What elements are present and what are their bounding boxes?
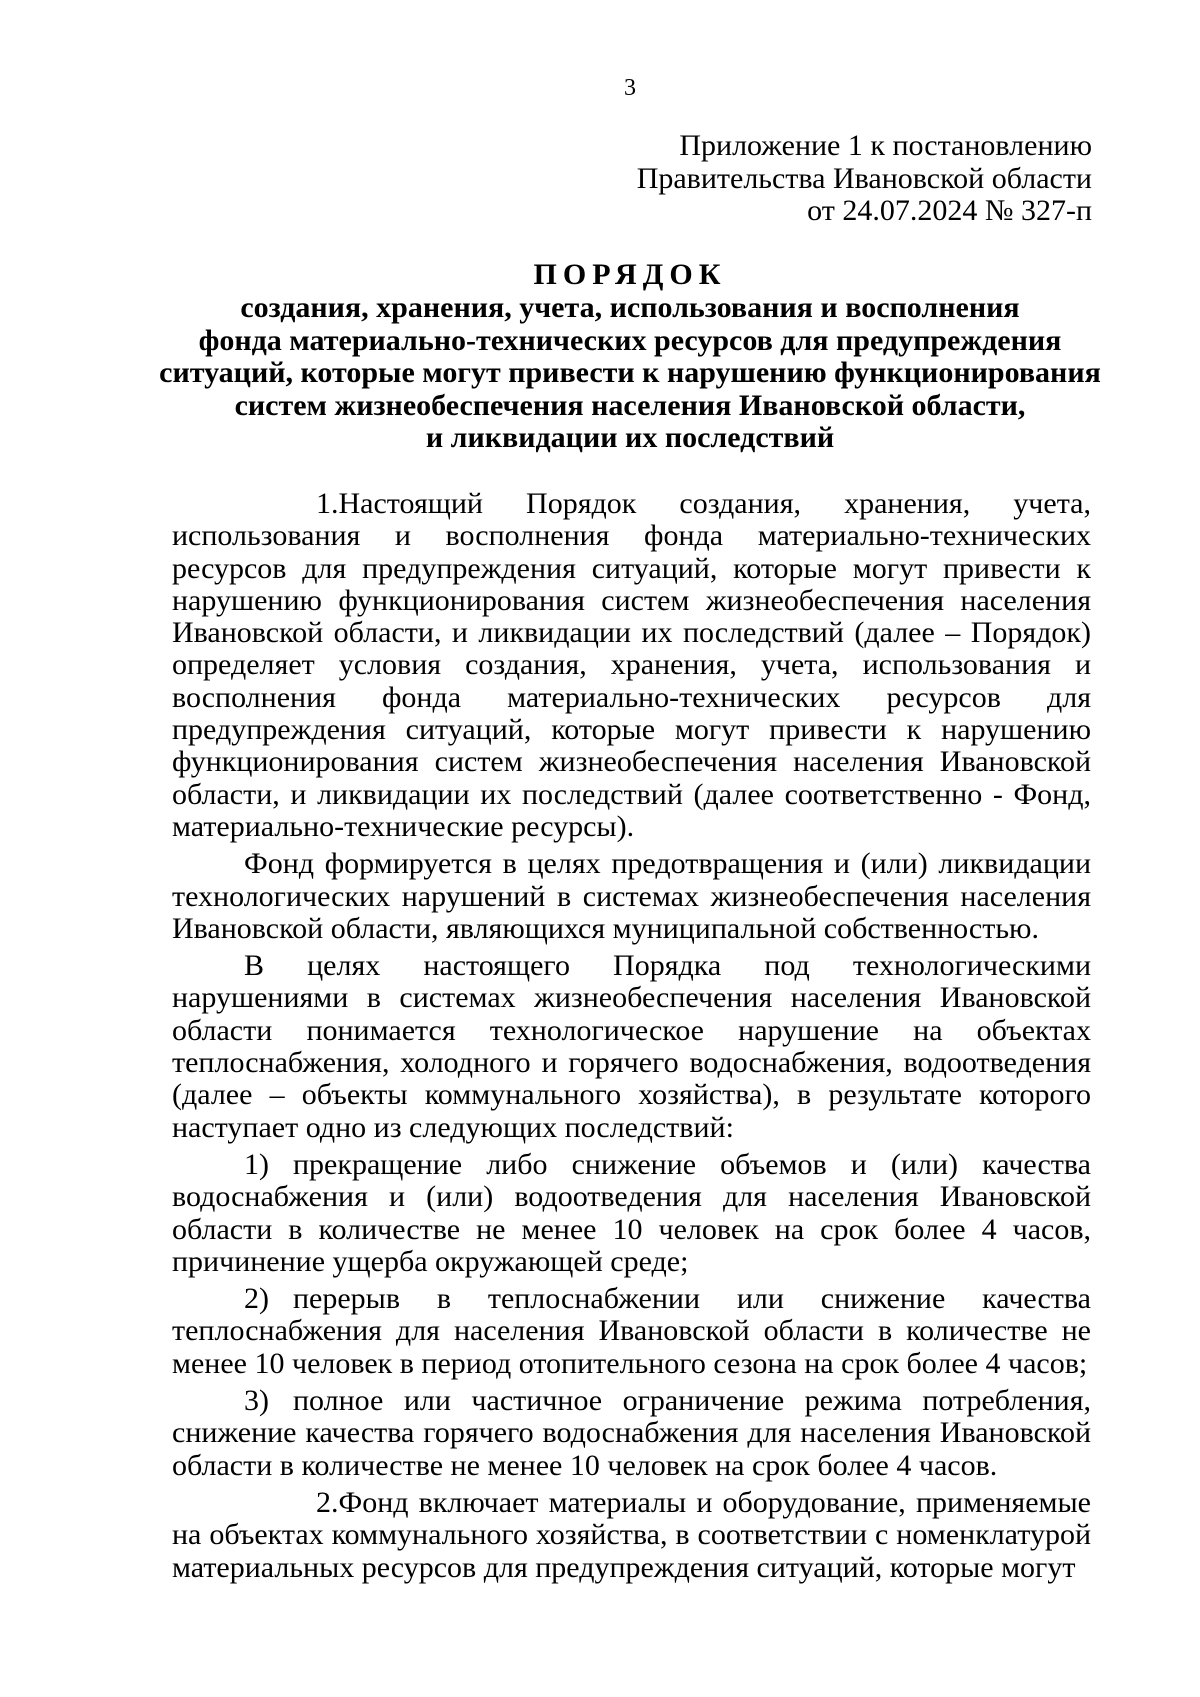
appendix-note xyxy=(637,130,1092,228)
list-item-number: 1) xyxy=(244,1147,269,1181)
list-item-number: 3) xyxy=(244,1384,269,1418)
paragraph-3 xyxy=(172,950,1091,1144)
page-number: 3 xyxy=(624,75,636,101)
title-sub-line-5: и ликвидации их последствий xyxy=(425,421,835,454)
paragraph-text: Фонд включает материалы и оборудование, применяемые на объектах коммунального хозяйства, в соответствии с номенклатурой материальных ресурсов для предупреждения ситуаций, которые могут xyxy=(172,1485,1091,1584)
paragraph-2 xyxy=(172,848,1091,945)
document-title xyxy=(150,258,1110,455)
paragraph-number: 1. xyxy=(316,487,339,520)
paragraph-text: В целях настоящего Порядка под технологическими нарушениями в системах жизнеобеспечения населения Ивановской области понимается технологическое нарушение на объектах теплоснабжения, холодного и горячего водоснабжения, водоотведения (далее – объекты коммунального хозяйства), в результате которого наступает одно из следующих последствий: xyxy=(172,949,1091,1144)
appendix-line-3: от 24.07.2024 № 327-п xyxy=(807,194,1092,227)
title-sub-line-2: фонда материально-технических ресурсов для предупреждения xyxy=(198,323,1062,357)
paragraph-4 xyxy=(172,1487,1091,1584)
list-item-text: полное или частичное ограничение режима потребления, снижение качества горячего водоснабжения для населения Ивановской области в количестве не менее 10 человек на срок более 4 часов. xyxy=(172,1384,1091,1482)
list-item-text: прекращение либо снижение объемов и (или) качества водоснабжения и (или) водоотведения для населения Ивановской области в количестве не менее 10 человек на срок более 4 часов, причинение ущерба окружающей среде; xyxy=(172,1147,1091,1278)
appendix-line-1: Приложение 1 к постановлению xyxy=(679,129,1092,162)
title-subtitle xyxy=(150,292,1110,455)
appendix-line-2: Правительства Ивановской области xyxy=(636,161,1092,195)
title-sub-line-4: систем жизнеобеспечения населения Ивановской области, xyxy=(234,388,1026,422)
list-item-3 xyxy=(172,1385,1091,1482)
paragraph-number: 2. xyxy=(316,1485,339,1519)
title-sub-line-1: создания, хранения, учета, использования и восполнения xyxy=(240,291,1020,324)
document-body xyxy=(172,488,1091,1584)
list-item-text: перерыв в теплоснабжении или снижение качества теплоснабжения для населения Ивановской области в количестве не менее 10 человек в период отопительного сезона на срок более 4 часов; xyxy=(172,1282,1091,1380)
title-sub-line-3: ситуаций, которые могут привести к нарушению функционирования xyxy=(159,356,1101,389)
list-item-number: 2) xyxy=(244,1282,269,1316)
title-main: ПОРЯДОК xyxy=(533,258,727,291)
paragraph-1 xyxy=(172,488,1091,843)
list-item-1 xyxy=(172,1149,1091,1278)
paragraph-text: Фонд формируется в целях предотвращения и (или) ликвидации технологических нарушений в системах жизнеобеспечения населения Ивановской области, являющихся муниципальной собственностью. xyxy=(172,847,1091,945)
list-item-2 xyxy=(172,1283,1091,1380)
paragraph-text: Настоящий Порядок создания, хранения, учета, использования и восполнения фонда материально-технических ресурсов для предупреждения ситуаций, которые могут привести к нарушению функционирования систем жизнеобеспечения населения Ивановской области, и ликвидации их последствий (далее – Порядок) определяет условия создания, хранения, учета, использования и восполнения фонда материально-технических ресурсов для предупреждения ситуаций, которые могут привести к нарушению функционирования систем жизнеобеспечения населения Ивановской области, и ликвидации их последствий (далее соответственно - Фонд, материально-технические ресурсы). xyxy=(172,487,1091,843)
